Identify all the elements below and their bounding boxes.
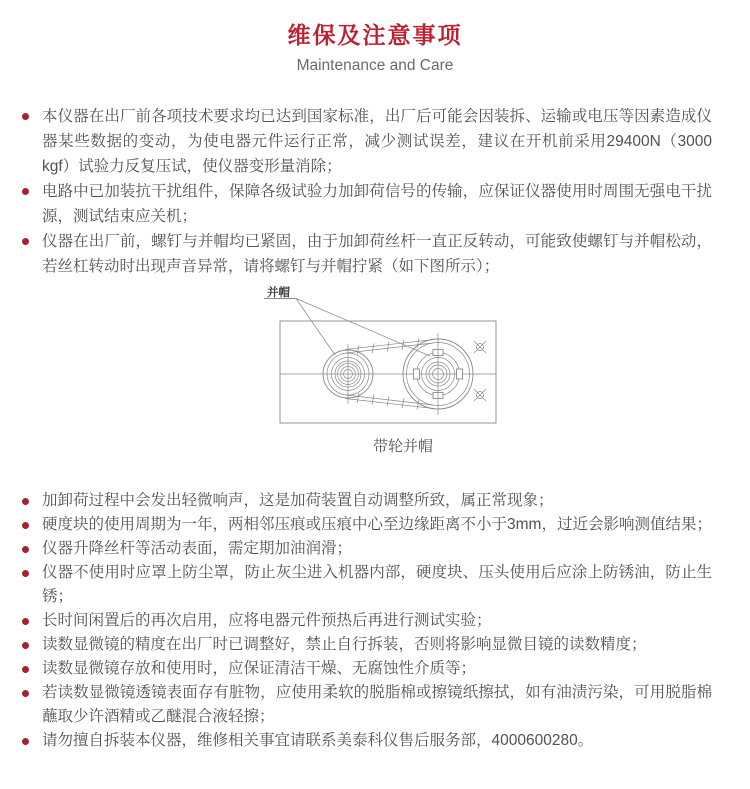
note-text: 本仪器在出厂前各项技术要求均已达到国家标准，出厂后可能会因装拆、运输或电压等因素造成仪器某些数据的变动，为使电器元件运行正常，减少测试误差，建议在开机前采用29400N（3000 kgf）试验力反复压试，使仪器变形量消除； <box>42 108 712 175</box>
note-text: 仪器升降丝杆等活动表面，需定期加油润滑； <box>42 540 353 557</box>
page-title: 维保及注意事项 <box>287 22 463 48</box>
screw-mark-icon <box>474 389 486 401</box>
bullet-dot-icon <box>22 522 29 529</box>
list-item <box>20 681 712 729</box>
note-text: 若读数显微镜透镜表面存有脏物，应使用柔软的脱脂棉或擦镜纸擦拭，如有油渍污染，可用脱脂棉蘸取少许酒精或乙醚混合液轻擦； <box>42 684 712 725</box>
note-text: 读数显微镜的精度在出厂时已调整好，禁止自行拆装，否则将影响显微目镜的读数精度； <box>42 636 647 653</box>
note-text: 读数显微镜存放和使用时，应保证清洁干燥、无腐蚀性介质等； <box>42 660 477 677</box>
note-text: 请勿擅自拆装本仪器，维修相关事宜请联系美泰科仪售后服务部，4000600280。 <box>42 732 594 749</box>
list-item <box>20 513 712 537</box>
list-item <box>20 489 712 513</box>
list-item <box>20 657 712 681</box>
list-item <box>20 537 712 561</box>
bullet-dot-icon <box>22 188 29 195</box>
list-item <box>20 104 712 179</box>
pulley-lock-nut-figure <box>262 283 510 461</box>
bullet-dot-icon <box>22 690 29 697</box>
note-text: 仪器在出厂前，螺钉与并帽均已紧固，由于加卸荷丝杆一直正反转动，可能致使螺钉与并帽松动，若丝杠转动时出现声音异常，请将螺钉与并帽拧紧（如下图所示）； <box>42 233 712 275</box>
callout-label-group <box>264 285 430 356</box>
bullet-dot-icon <box>22 570 29 577</box>
note-text: 长时间闲置后的再次启用，应将电器元件预热后再进行测试实验； <box>42 612 492 629</box>
pulley-diagram <box>262 283 510 461</box>
bullet-dot-icon <box>22 238 29 245</box>
list-item <box>20 561 712 609</box>
list-item <box>20 633 712 657</box>
list-item <box>20 729 712 753</box>
bullet-dot-icon <box>22 666 29 673</box>
list-item <box>20 609 712 633</box>
bullet-dot-icon <box>22 498 29 505</box>
page-header <box>0 0 750 75</box>
bullet-dot-icon <box>22 642 29 649</box>
keyway-notch <box>414 369 420 379</box>
list-item <box>20 179 712 229</box>
note-text: 硬度块的使用周期为一年，两相邻压痕或压痕中心至边缘距离不小于3mm，过近会影响测值结果； <box>42 516 712 533</box>
page-subtitle: Maintenance and Care <box>296 57 454 74</box>
figure-callout-label: 并帽 <box>267 287 290 299</box>
list-item <box>20 229 712 279</box>
note-text: 电路中已加装抗干扰组件，保障各级试验力加卸荷信号的传输，应保证仪器使用时周围无强电干扰源，测试结束应关机； <box>42 183 712 225</box>
screw-mark-icon <box>474 341 486 353</box>
belt-bottom <box>345 393 434 410</box>
notes-list-top <box>0 104 750 279</box>
figure-frame <box>280 321 496 423</box>
notes-list-bottom <box>0 489 750 753</box>
note-text: 仪器不使用时应罩上防尘罩，防止灰尘进入机器内部，硬度块、压头使用后应涂上防锈油，防止生锈； <box>42 564 712 605</box>
bullet-dot-icon <box>22 113 29 120</box>
note-text: 加卸荷过程中会发出轻微响声，这是加荷装置自动调整所致，属正常现象； <box>42 492 554 509</box>
bullet-dot-icon <box>22 618 29 625</box>
keyway-notch <box>457 369 463 379</box>
figure-caption: 带轮并帽 <box>372 438 434 455</box>
bullet-dot-icon <box>22 738 29 745</box>
bullet-dot-icon <box>22 546 29 553</box>
